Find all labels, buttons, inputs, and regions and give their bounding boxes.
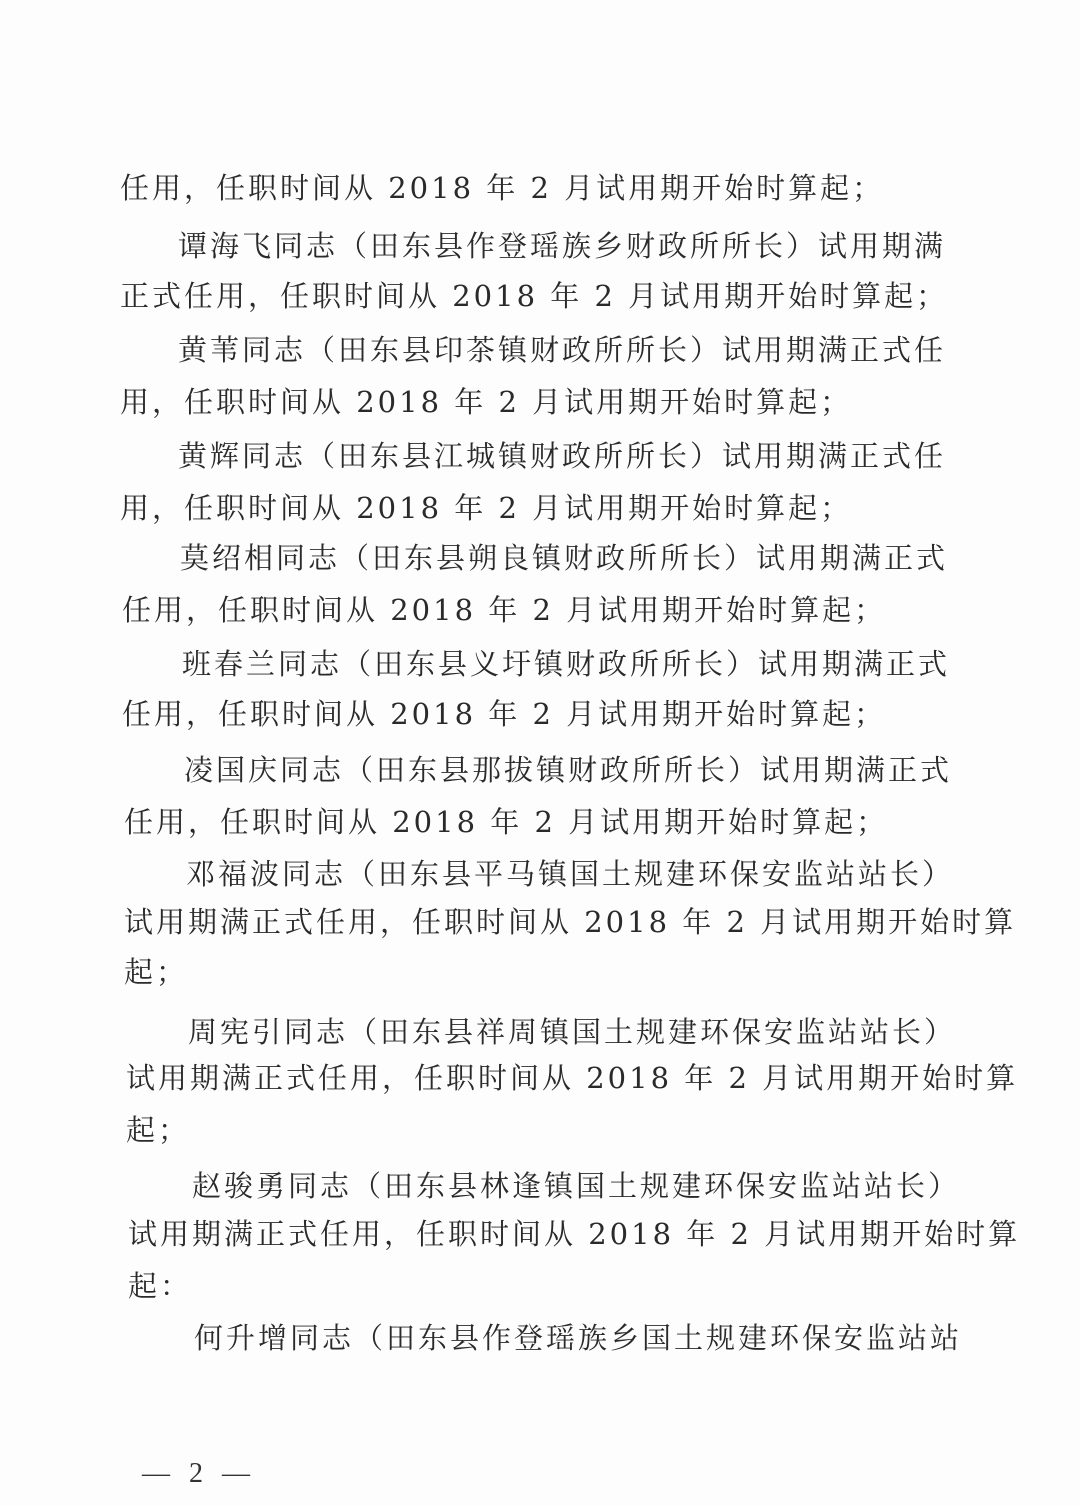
text-line: 班春兰同志（田东县义圩镇财政所所长）试用期满正式 [182,647,951,681]
text-line: 任用，任职时间从 2018 年 2 月试用期开始时算起； [120,171,885,205]
text-line: 何升增同志（田东县作登瑶族乡国土规建环保安监站站 [194,1321,963,1355]
text-line: 试用期满正式任用，任职时间从 2018 年 2 月试用期开始时算 [124,905,1017,939]
text-line: 黄辉同志（田东县江城镇财政所所长）试用期满正式任 [178,439,947,473]
text-line: 黄苇同志（田东县印茶镇财政所所长）试用期满正式任 [178,333,947,367]
text-line: 用，任职时间从 2018 年 2 月试用期开始时算起； [120,491,853,525]
text-line: 起； [126,1113,191,1147]
text-line: 试用期满正式任用，任职时间从 2018 年 2 月试用期开始时算 [126,1061,1019,1095]
text-line: 任用，任职时间从 2018 年 2 月试用期开始时算起； [122,593,887,627]
text-line: 邓福波同志（田东县平马镇国土规建环保安监站站长） [186,857,955,891]
text-line: 莫绍相同志（田东县朔良镇财政所所长）试用期满正式 [180,541,949,575]
text-line: 试用期满正式任用，任职时间从 2018 年 2 月试用期开始时算 [128,1217,1021,1251]
text-line: 周宪引同志（田东县祥周镇国土规建环保安监站站长） [188,1015,957,1049]
text-line: 赵骏勇同志（田东县林逢镇国土规建环保安监站站长） [192,1169,961,1203]
text-line: 任用，任职时间从 2018 年 2 月试用期开始时算起； [124,805,889,839]
text-line: 凌国庆同志（田东县那拔镇财政所所长）试用期满正式 [184,753,953,787]
text-line: 谭海飞同志（田东县作登瑶族乡财政所所长）试用期满 [178,229,947,263]
text-line: 起： [128,1269,193,1303]
text-line: 正式任用，任职时间从 2018 年 2 月试用期开始时算起； [120,279,949,313]
text-line: 任用，任职时间从 2018 年 2 月试用期开始时算起； [122,697,887,731]
page-number: — 2 — [142,1458,256,1489]
text-line: 用，任职时间从 2018 年 2 月试用期开始时算起； [120,385,853,419]
text-line: 起； [124,955,189,989]
